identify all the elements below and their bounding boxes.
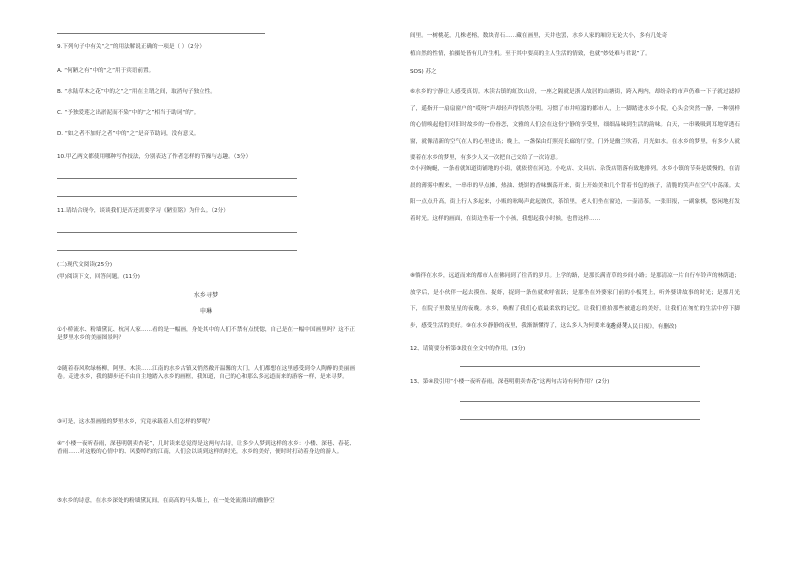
paragraph-6: ⑥水乡的宁静让人感受真切。木渎古镇的虹饮山房，一座之隔就是浙人故居的山塘街，跨入两内，却纷杂的市声仍难一下子就过滤掉了，遥指开一扇扇窗户的“哎呀”声却轻声得恬然分明。习惯了市井喧嚣的都市人，上一脚踏进水乡小院，心头会突然一静，一种别样的心情唤起他们对旧时故乡的一份眷恋，文雅的人们会在这份宁静的享受里，细细品味到生活的韵味。白天，一串吸吸到耳地穿透石窗，就像清新的空气在人的心里进出；晚上，一盏保由灯照亮长廊的厅堂，门外是幽兰吹着，月光如水。在水乡的梦里，有多少人就要着在水乡的梦里，有多少人又一次把自己交给了一次诗意。 xyxy=(410,89,740,161)
question-13: 13、第④段引用“小楼一夜听春雨，深巷明朝卖杏花”这两句古诗有何作用？(2分) xyxy=(410,379,610,385)
paragraph-5-start: ⑤水乡的诗意，在水乡深处的粉墙黛瓦间，在高高的马头墙上，在一处处流淌出的幽静空 xyxy=(57,498,275,504)
passage-title: 水乡寻梦 xyxy=(193,292,219,299)
answer-line xyxy=(460,366,700,367)
answer-line xyxy=(460,419,700,420)
question-10: 10.甲乙两文都使用哪种写作技法，分别表达了作者怎样的节操与志趣。（3分） xyxy=(57,154,252,160)
paragraph-1: ①小桥流水、粉墙黛瓦、杭河人家……看的是一幅画，身处其中的人们不禁有点恍惚，自己是在一幅中国画里吗？这不正是梦里水乡的美丽图景吗？ xyxy=(57,327,355,341)
passage-intro: (甲)阅读下文，回答问题。(11分) xyxy=(57,274,140,280)
q9-option-a: A. “何陋之有”中的“之”用于宾语前置。 xyxy=(57,68,155,74)
sos-note: SOS) 苏之 xyxy=(410,69,437,75)
paragraph-8: ⑧徜徉在水乡，远道而来的都市人在佛同到了往昔的岁月。上学的路，是那长满青草的乡间小路；是那清凉一片自行车铃声的林荫道；放学后，是小伙伴一起去摸鱼、捉虾，捉到一条鱼就欢呼雀跃；是那坐在外婆家门前的小板凳上，听外婆讲故事的时光；是那月光下，在院子里数星星的夜晚。水乡，唤醒了我们心底最柔软的记忆，让我们重拾那些被遗忘的美好，让我们在匆忙的生活中停下脚步，感受生活的美好。⑨在水乡静静的夜里，我渐渐懂得了，这么多人为何要来水乡寻梦。 xyxy=(410,273,740,329)
paragraph-3: ③可是，这水墨画般的梦里水乡，究竟承载着人们怎样的梦呢？ xyxy=(57,419,214,425)
paragraph-5-line-2: 植自然的性情，拍摄处皆有几许生机。至于其中要高的主人生活的情致，也就“妙处难与君说”了。 xyxy=(410,51,651,57)
answer-line xyxy=(460,401,700,402)
answer-line xyxy=(57,250,297,251)
answer-line xyxy=(57,232,297,233)
paragraph-5-line-1: 间里。一树桃花，几株老榕，数块青石……藏在画里，天井也罢，水乡人家的厢房无论大小，多有几处奇 xyxy=(410,33,668,39)
answer-line xyxy=(57,178,297,179)
divider-line xyxy=(57,33,265,34)
question-9-stem: 9.下列句子中有关“之”的用法解说正确的一项是（ ）（2分） xyxy=(57,44,205,50)
q9-option-b: B. “水陆草木之花”中的之“之”用在主谓之间，取消句子独立性。 xyxy=(57,89,216,95)
passage-author: 申琳 xyxy=(199,308,213,315)
paragraph-4: ④“小楼一夜听春雨，深巷明朝卖杏花”，几时读来总觉得是这两句古诗，让多少人梦到这样的水乡：小楼、深巷、春花、香雨……对这般的心情中的、风姿绰约的江南，人们会以谈到这样的时光，水乡的美好，便时时打动着身边的游人。 xyxy=(57,441,355,455)
source-citation: (选自《人民日报》，有删改) xyxy=(608,324,677,330)
answer-line xyxy=(57,196,297,197)
q9-option-d: D. “如之者不加好之者”中的“之”是音节助词，没有意义。 xyxy=(57,131,200,137)
paragraph-2: ②随着春风吹绿杨柳，阿里、木渎……江南的水乡古镇又悄然敞开温馨的大门，人们都想在这里感受到令人陶醉的美丽画卷。走进水乡，我的脚步还不由自主地踏入水乡的画框，我知道，自己的心和那么多远道而来的游客一样，是来寻梦。 xyxy=(57,366,355,380)
paragraph-7: ⑦小河蜿蜒，一条看就知道街铺地的小街，就依傍在河边。小吃店、文具店、杂货店错落有致地排列。水乡小镇的节奏是缓慢的，在清晨的薄雾中醒来，一串串的早点摊，热油、烧饼的香味飘荡开来，街上开始美和几个背着书包的孩子，清脆的笑声在空气中荡漾。太阳一点点升高，街上行人多起来，小贩的吆喝声此起彼伏，茶馆里，老人们坐在窗边，一壶清茶，一张旧报，一副象棋，悠闲地打发着时光。这样的画面，在街边坐着一个小孩，我想起我小时候，也曾这样…… xyxy=(410,166,740,222)
section-heading: (二)现代文阅读(25分) xyxy=(57,262,113,268)
q9-option-c: C. “予独爱莲之出淤泥而不染”中的“之”相当于助词“的”。 xyxy=(57,110,200,116)
question-12: 12、请简要分析第③段在全文中的作用。(3分) xyxy=(410,346,526,352)
question-11: 11.请结合现今，谈谈我们是否还需要学习《陋室铭》为什么。（2分） xyxy=(57,208,229,214)
